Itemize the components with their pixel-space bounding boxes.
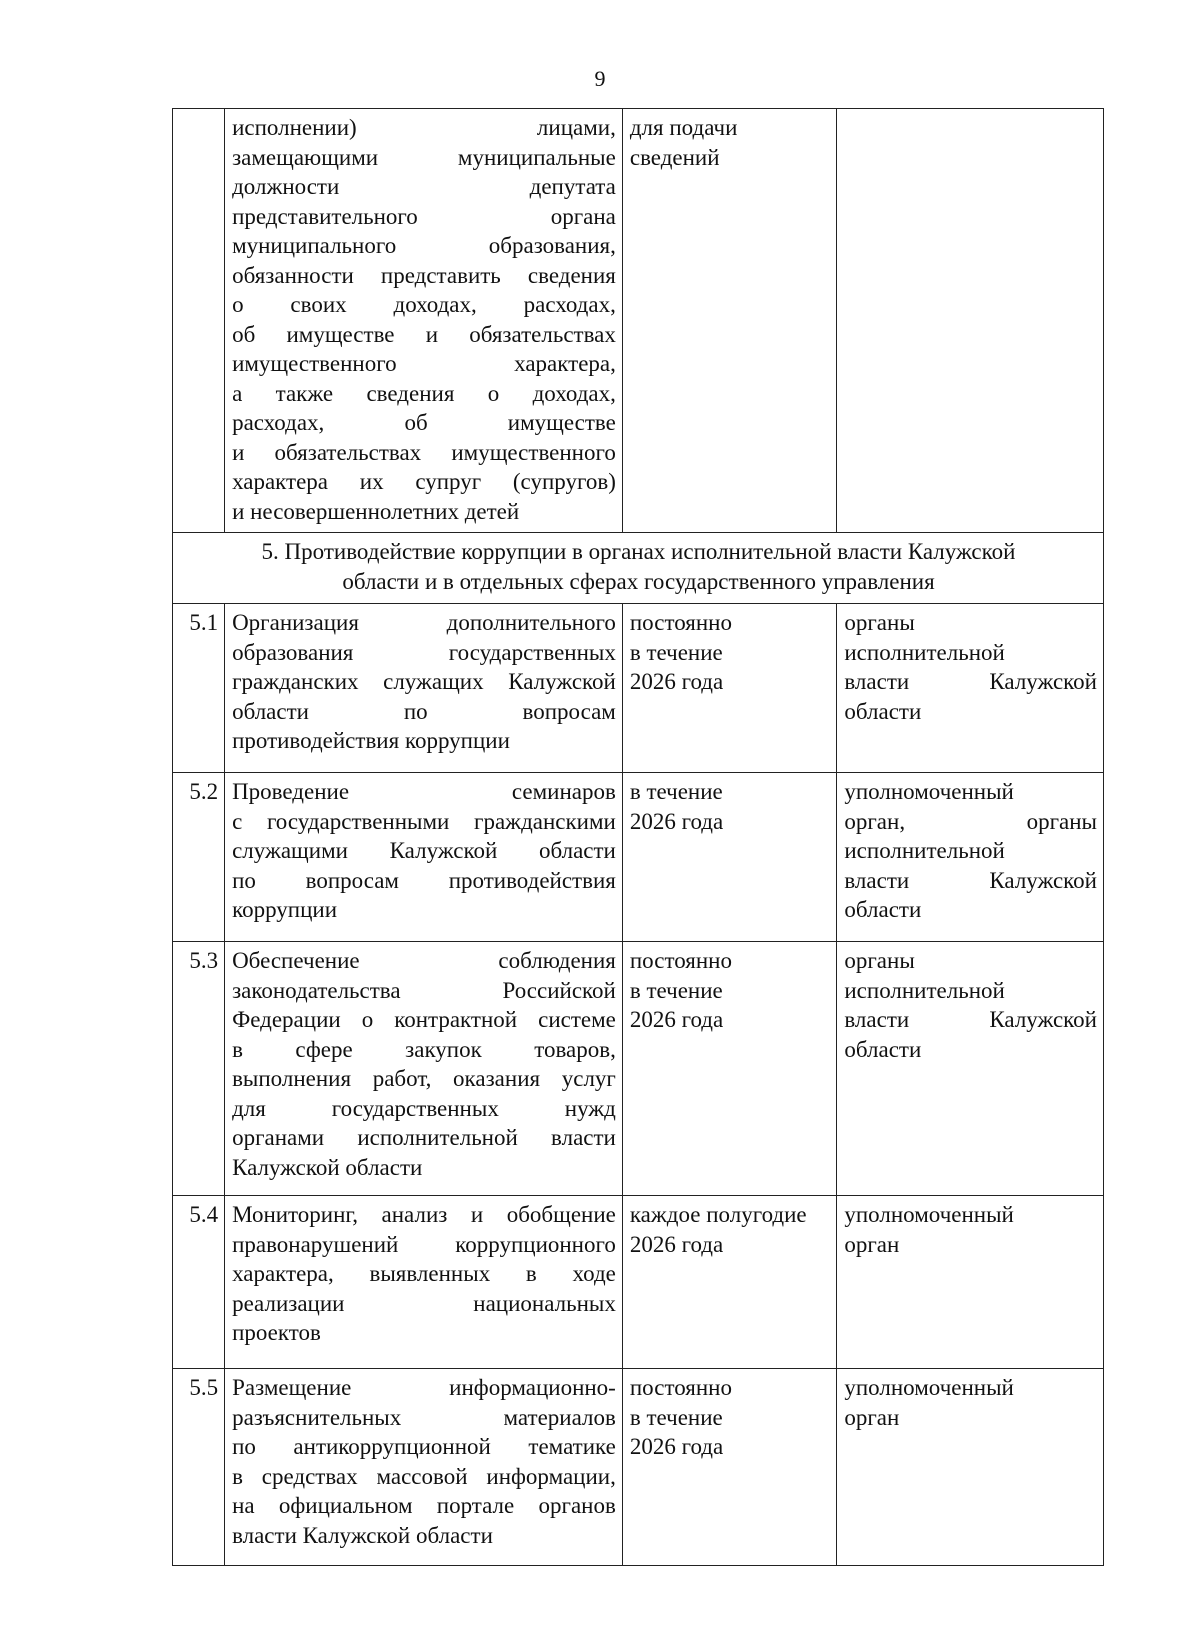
row-number-cell: 5.5	[173, 1369, 225, 1566]
cell-line: обязанности представить сведения	[232, 262, 616, 288]
cell-line: проектов	[232, 1320, 321, 1345]
cell-line: замещающими муниципальные	[232, 144, 616, 170]
table-row	[173, 604, 1104, 773]
cell-line: в течение	[629, 1404, 723, 1430]
cell-line: Мониторинг, анализ и обобщение	[232, 1202, 616, 1227]
cell-line: представительного органа	[232, 203, 616, 229]
row-number-cell: 5.4	[173, 1196, 225, 1369]
cell-line: уполномоченный	[844, 1375, 1014, 1400]
cell-line: каждое полугодие	[629, 1202, 807, 1227]
cell-line: в течение	[629, 779, 723, 804]
cell-line: Проведение семинаров	[232, 779, 616, 804]
cell-line: Организация дополнительного	[232, 610, 616, 635]
section-header-row	[173, 533, 1104, 604]
responsible-cell	[837, 773, 1104, 942]
cell-line: постоянно	[629, 948, 732, 973]
cell-line: власти Калужской	[844, 1007, 1097, 1032]
cell-line: органами исполнительной власти	[232, 1125, 616, 1150]
cell-line: области	[844, 897, 922, 922]
cell-line: выполнения работ, оказания услуг	[232, 1066, 616, 1091]
description-cell	[225, 109, 623, 533]
cell-line: законодательства Российской	[232, 977, 616, 1003]
cell-line: области по вопросам	[232, 698, 616, 724]
table-row-continuation	[173, 109, 1104, 533]
cell-line: исполнении) лицами,	[232, 115, 616, 140]
measures-table	[172, 108, 1104, 1566]
description-cell	[225, 942, 623, 1196]
section-title-line-2: области и в отдельных сферах государственного управления	[342, 569, 935, 594]
row-number-cell: 5.1	[173, 604, 225, 773]
cell-line: служащими Калужской области	[232, 838, 616, 863]
cell-line: в сфере закупок товаров,	[232, 1036, 616, 1062]
responsible-cell	[837, 942, 1104, 1196]
term-cell	[622, 109, 837, 533]
responsible-cell	[837, 1369, 1104, 1566]
term-cell	[622, 942, 837, 1196]
row-number-cell: 5.3	[173, 942, 225, 1196]
cell-line: Федерации о контрактной системе	[232, 1007, 616, 1032]
table-row	[173, 942, 1104, 1196]
cell-line: муниципального образования,	[232, 233, 616, 258]
cell-line: исполнительной	[844, 977, 1005, 1003]
cell-line: на официальном портале органов	[232, 1493, 616, 1518]
cell-line: реализации национальных	[232, 1290, 616, 1316]
cell-line: с государственными гражданскими	[232, 808, 616, 834]
cell-line: уполномоченный	[844, 779, 1014, 804]
cell-line: и несовершеннолетних детей	[232, 498, 520, 524]
cell-line: разъяснительных материалов	[232, 1404, 616, 1430]
cell-line: сведений	[629, 144, 720, 170]
cell-line: по антикоррупционной тематике	[232, 1434, 616, 1459]
cell-line: орган, органы	[844, 808, 1097, 834]
responsible-cell	[837, 109, 1104, 533]
cell-line: а также сведения о доходах,	[232, 380, 616, 406]
description-cell	[225, 604, 623, 773]
cell-line: имущественного характера,	[232, 351, 616, 376]
cell-line: власти Калужской	[844, 867, 1097, 893]
cell-line: исполнительной	[844, 639, 1005, 665]
term-cell	[622, 604, 837, 773]
cell-line: для подачи	[629, 115, 738, 140]
term-cell	[622, 773, 837, 942]
measures-table-body	[173, 109, 1104, 1566]
responsible-cell	[837, 1196, 1104, 1369]
cell-line: в течение	[629, 639, 723, 665]
cell-line: Калужской области	[232, 1154, 423, 1180]
cell-line: характера их супруг (супругов)	[232, 469, 616, 494]
description-cell	[225, 1196, 623, 1369]
cell-line: 2026 года	[629, 1434, 724, 1459]
cell-line: коррупции	[232, 897, 337, 922]
term-cell	[622, 1369, 837, 1566]
cell-line: области	[844, 698, 922, 724]
table-row	[173, 1196, 1104, 1369]
cell-line: гражданских служащих Калужской	[232, 669, 616, 694]
cell-line: должности депутата	[232, 174, 616, 199]
cell-line: 2026 года	[629, 808, 724, 834]
cell-line: исполнительной	[844, 838, 1005, 863]
cell-line: органы	[844, 610, 915, 635]
cell-line: 2026 года	[629, 669, 724, 694]
cell-line: 2026 года	[629, 1231, 724, 1257]
cell-line: в течение	[629, 977, 723, 1003]
cell-line: об имуществе и обязательствах	[232, 321, 616, 347]
cell-line: по вопросам противодействия	[232, 867, 616, 893]
cell-line: 2026 года	[629, 1007, 724, 1032]
page-number: 9	[594, 66, 606, 91]
cell-line: о своих доходах, расходах,	[232, 292, 616, 317]
cell-line: власти Калужской	[844, 669, 1097, 694]
row-number-cell	[173, 109, 225, 533]
cell-line: для государственных нужд	[232, 1095, 616, 1121]
cell-line: органы	[844, 948, 915, 973]
cell-line: орган	[844, 1231, 900, 1257]
cell-line: расходах, об имуществе	[232, 410, 616, 435]
description-cell	[225, 1369, 623, 1566]
description-cell	[225, 773, 623, 942]
responsible-cell	[837, 604, 1104, 773]
cell-line: Обеспечение соблюдения	[232, 948, 616, 973]
cell-line: уполномоченный	[844, 1202, 1014, 1227]
cell-line: постоянно	[629, 610, 732, 635]
row-number-cell: 5.2	[173, 773, 225, 942]
cell-line: правонарушений коррупционного	[232, 1231, 616, 1257]
table-row	[173, 773, 1104, 942]
cell-line: Размещение информационно-	[232, 1375, 616, 1400]
cell-line: орган	[844, 1404, 900, 1430]
section-title	[173, 533, 1104, 604]
section-title-line-1: 5. Противодействие коррупции в органах исполнительной власти Калужской	[261, 539, 1016, 564]
cell-line: и обязательствах имущественного	[232, 439, 616, 465]
cell-line: противодействия коррупции	[232, 728, 510, 753]
cell-line: области	[844, 1036, 922, 1062]
cell-line: в средствах массовой информации,	[232, 1463, 616, 1489]
table-row	[173, 1369, 1104, 1566]
cell-line: характера, выявленных в ходе	[232, 1261, 616, 1286]
cell-line: образования государственных	[232, 639, 616, 665]
cell-line: власти Калужской области	[232, 1522, 493, 1548]
term-cell	[622, 1196, 837, 1369]
cell-line: постоянно	[629, 1375, 732, 1400]
